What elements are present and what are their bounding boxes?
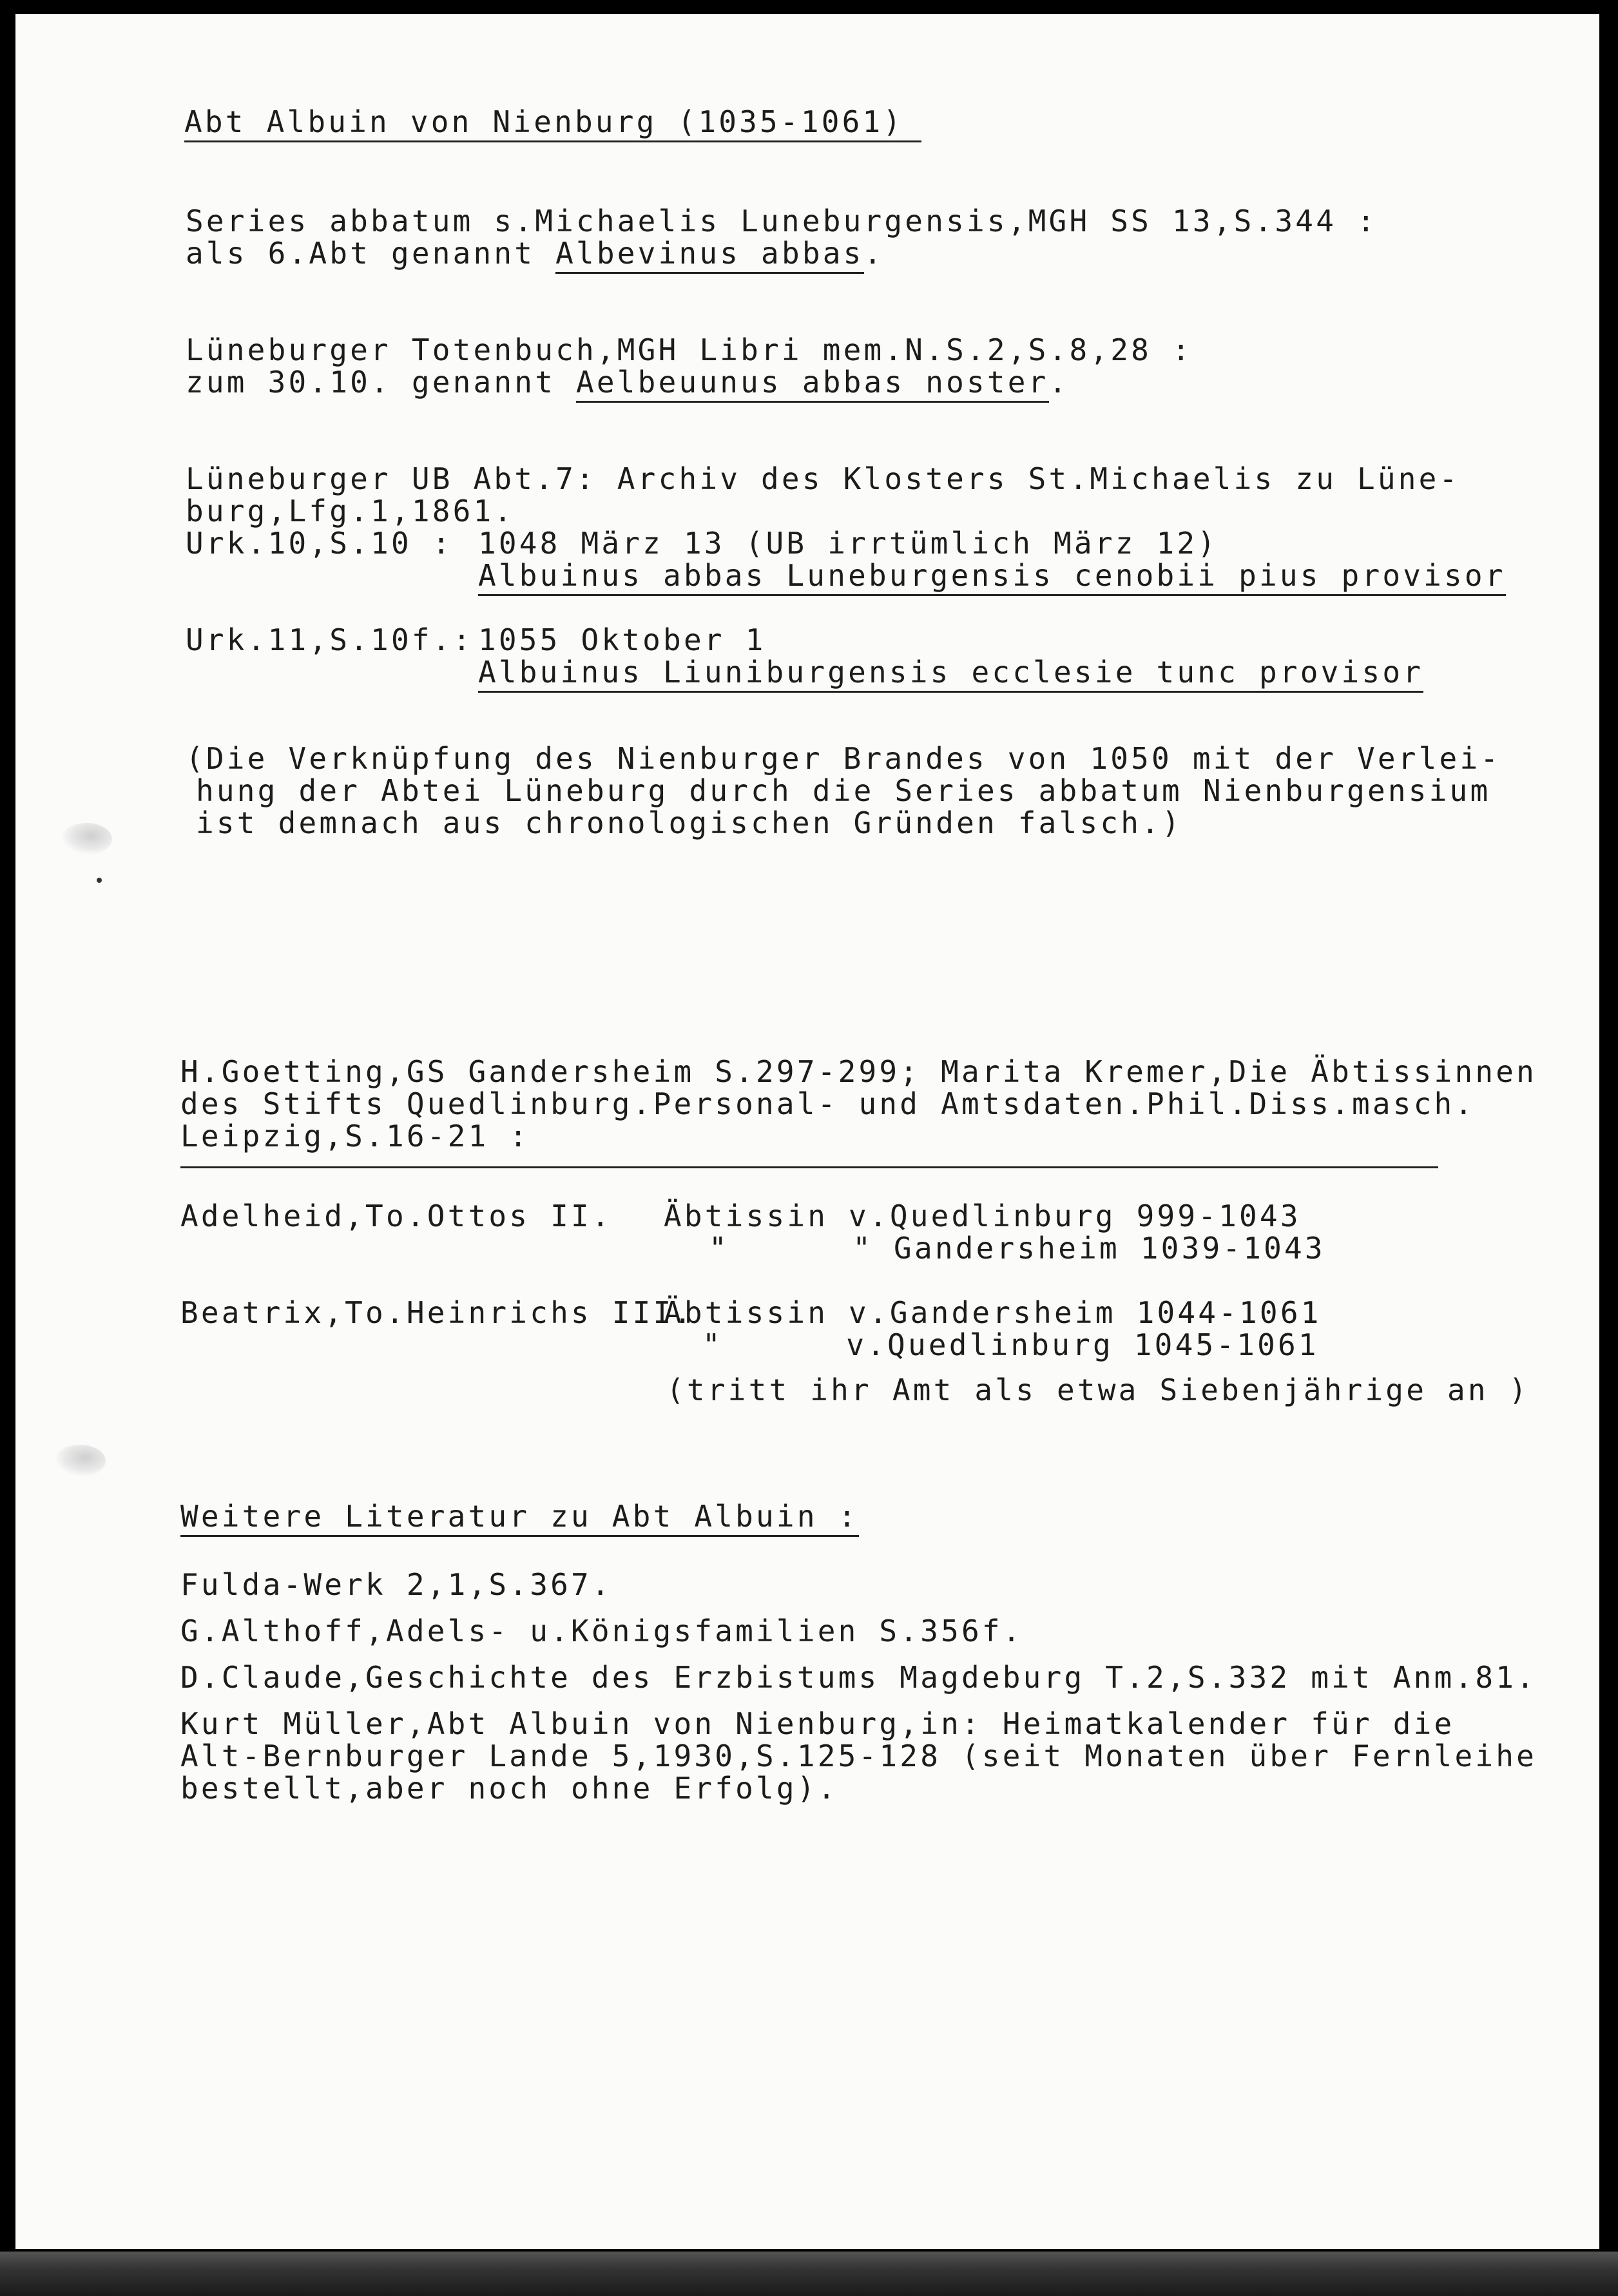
series-abbatum-prefix: als 6.Abt genannt (186, 236, 556, 271)
lit-claude: D.Claude,Geschichte des Erzbistums Magdeburg T.2,S.332 mit Anm.81. (180, 1660, 1537, 1695)
note-line1: (Die Verknüpfung des Nienburger Brandes von 1050 mit der Verlei- (186, 741, 1501, 776)
note-line2: hung der Abtei Lüneburg durch die Series abbatum Nienburgensium (196, 773, 1491, 808)
horizontal-rule (180, 1166, 1438, 1168)
totenbuch-prefix: zum 30.10. genannt (186, 365, 576, 400)
ub-line2: burg,Lfg.1,1861. (186, 494, 515, 528)
totenbuch-period: . (1048, 365, 1070, 400)
urk10-quote-text: Albuinus abbas Luneburgensis cenobii pius provisor (478, 558, 1506, 596)
series-abbatum-line2 (186, 237, 884, 269)
urk10-date: 1048 März 13 (UB irrtümlich März 12) (478, 526, 1218, 561)
ub-line1: Lüneburger UB Abt.7: Archiv des Klosters St.Michaelis zu Lüne- (186, 461, 1460, 496)
urk11-label: Urk.11,S.10f.: (186, 622, 474, 657)
document-page (13, 12, 1602, 2252)
note-line3: ist demnach aus chronologischen Gründen falsch.) (196, 806, 1182, 840)
literatur-heading (180, 1500, 859, 1532)
lit-mueller-line3: bestellt,aber noch ohne Erfolg). (180, 1771, 838, 1806)
urk11-quote-text: Albuinus Liuniburgensis ecclesie tunc provisor (478, 655, 1423, 693)
lit-mueller-line1: Kurt Müller,Abt Albuin von Nienburg,in: Heimatkalender für die (180, 1706, 1455, 1741)
goetting-line2: des Stifts Quedlinburg.Personal- und Amtsdaten.Phil.Diss.masch. (180, 1086, 1476, 1121)
literatur-heading-text: Weitere Literatur zu Abt Albuin : (180, 1499, 859, 1537)
goetting-line3: Leipzig,S.16-21 : (180, 1119, 530, 1153)
urk10-label: Urk.10,S.10 : (186, 526, 453, 561)
series-abbatum-period: . (863, 236, 885, 271)
urk11-quote (478, 656, 1423, 688)
urk11-date: 1055 Oktober 1 (478, 622, 766, 657)
adelheid-name: Adelheid,To.Ottos II. (180, 1199, 612, 1233)
urk10-quote (478, 559, 1506, 592)
beatrix-note: (tritt ihr Amt als etwa Siebenjährige an ) (666, 1373, 1530, 1407)
adelheid-office: Äbtissin v.Quedlinburg 999-1043 (664, 1199, 1301, 1233)
title-text: Abt Albuin von Nienburg (1035-1061) (184, 104, 921, 142)
punch-hole-mark (54, 1445, 106, 1477)
series-abbatum-line1: Series abbatum s.Michaelis Luneburgensis,MGH SS 13,S.344 : (186, 204, 1378, 238)
totenbuch-line2 (186, 366, 1069, 398)
lit-fulda: Fulda-Werk 2,1,S.367. (180, 1567, 612, 1602)
lit-althoff: G.Althoff,Adels- u.Königsfamilien S.356f. (180, 1614, 1023, 1648)
adelheid-office2: " " Gandersheim 1039-1043 (709, 1231, 1325, 1266)
albevinus-abbas: Albevinus abbas (555, 236, 863, 274)
beatrix-office: Äbtissin v.Gandersheim 1044-1061 (664, 1295, 1322, 1330)
scanner-edge (0, 2252, 1618, 2296)
totenbuch-line1: Lüneburger Totenbuch,MGH Libri mem.N.S.2,S.8,28 : (186, 333, 1193, 367)
lit-mueller-line2: Alt-Bernburger Lande 5,1930,S.125-128 (seit Monaten über Fernleihe (180, 1739, 1537, 1773)
beatrix-office2: " v.Quedlinburg 1045-1061 (702, 1327, 1319, 1362)
goetting-line1: H.Goetting,GS Gandersheim S.297-299; Marita Kremer,Die Äbtissinnen (180, 1054, 1537, 1089)
document-title (184, 106, 921, 138)
beatrix-name: Beatrix,To.Heinrichs III. (180, 1295, 695, 1330)
aelbeuunus-abbas-noster: Aelbeuunus abbas noster (576, 365, 1049, 403)
punch-hole-mark (61, 823, 112, 855)
ink-dot (97, 878, 102, 883)
